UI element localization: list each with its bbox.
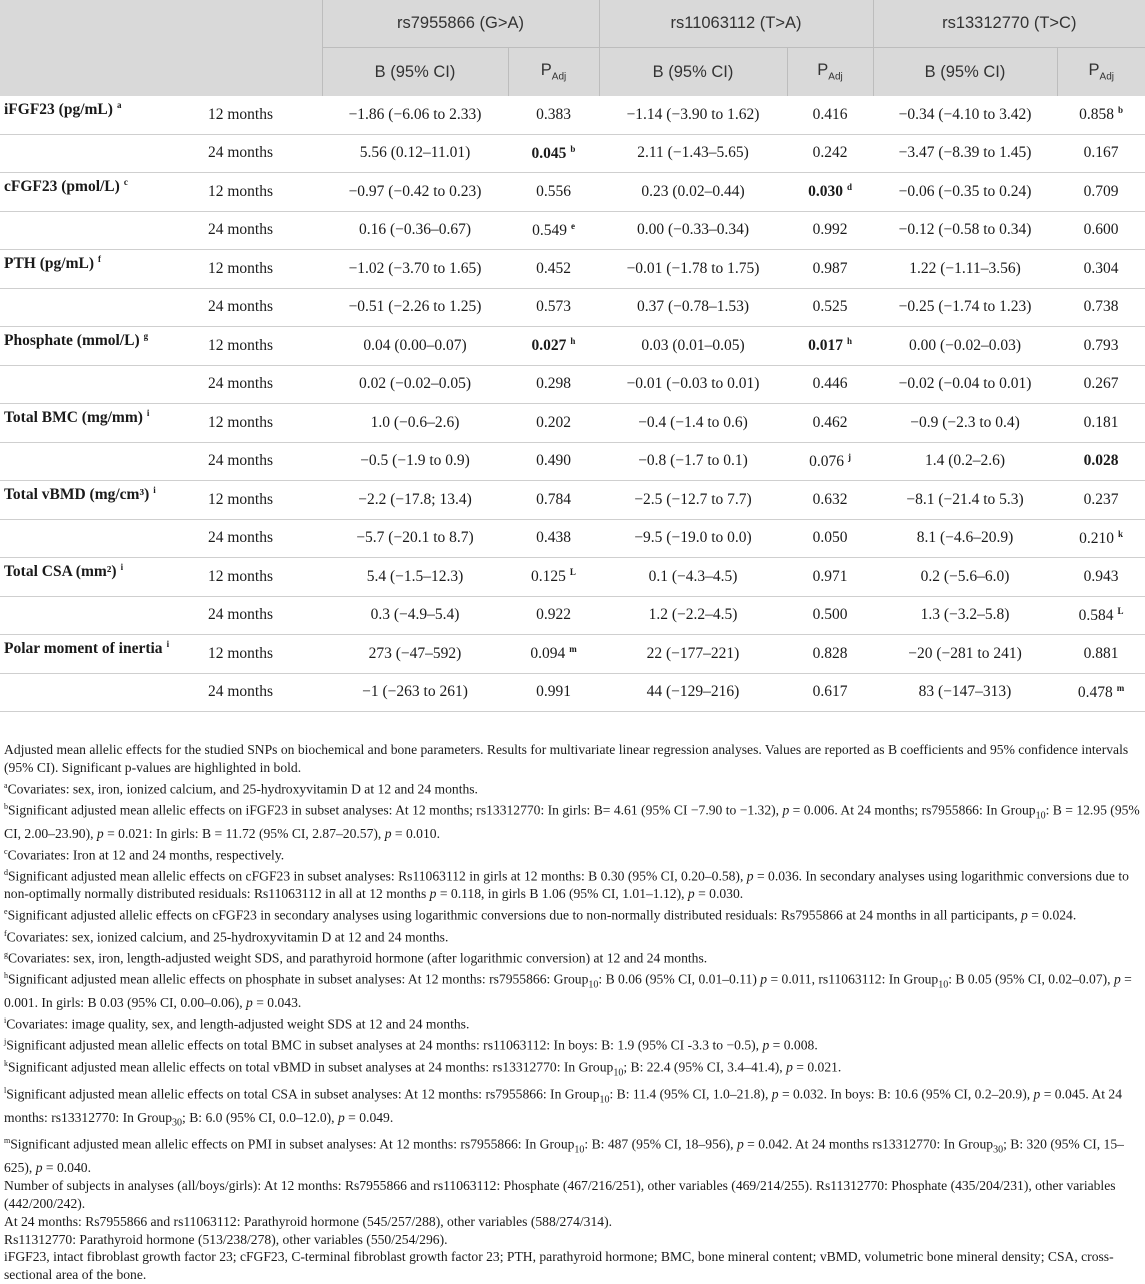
parameter-cell [0,514,204,553]
footnote-marker: b [1117,105,1123,116]
header-p-adj: $P_{Adj}$ [787,48,873,97]
timepoint-cell: 12 months [204,558,322,597]
p-adj-cell [508,404,599,443]
p-adj-cell [1057,635,1145,674]
b-ci-cell: −0.4 (−1.4 to 0.6) [599,404,787,443]
b-ci-cell: −1.02 (−3.70 to 1.65) [322,250,508,289]
footnote-marker: h [846,336,852,347]
p-adj-cell [508,596,599,635]
p-value: 0.438 [536,529,571,547]
parameter-cell [0,437,204,476]
header-snp-rs13312770: rs13312770 (T>C) [873,0,1145,48]
p-value: 0.793 [1083,336,1119,354]
footnote-marker: k [1117,528,1123,539]
p-adj-cell [508,365,599,404]
p-adj-cell [1057,211,1145,250]
footnote-marker: m [1116,682,1125,693]
p-adj-cell [787,635,873,674]
footnote-e: $^e$Significant adjusted allelic effects on cFGF23 in secondary analyses using logarithmic conversions due to non-normally distributed residuals: Rs7955866 at 24 months in all participants, p = 0.024. [4,907,1077,923]
b-ci-cell: −0.5 (−1.9 to 0.9) [322,442,508,481]
p-adj-cell [787,327,873,366]
b-ci-cell: −3.47 (−8.39 to 1.45) [873,134,1057,173]
header-p-adj: $P_{Adj}$ [508,48,599,97]
p-adj-cell [1057,327,1145,366]
p-value: 0.028 [1083,452,1119,470]
parameter-label: Total BMC (mg/mm) [4,409,143,427]
parameter-cell [0,245,204,284]
p-adj-cell [787,134,873,173]
b-ci-cell: 0.03 (0.01–0.05) [599,327,787,366]
p-value: 0.784 [536,490,571,508]
p-adj-cell [1057,365,1145,404]
b-ci-cell: 8.1 (−4.6–20.9) [873,519,1057,558]
p-value: 0.267 [1083,375,1119,393]
footnote-j: $^j$Significant adjusted mean allelic effects on total BMC in subset analyses at 24 months: rs11063112: In boys: B: 1.9 (95% CI -3.3 to −0.5), p = 0.008. [4,1037,818,1053]
footnote-marker: i [120,562,124,573]
p-value: 0.050 [812,529,848,547]
parameter-cell [0,630,204,669]
p-adj-cell [787,558,873,597]
p-adj-cell [787,404,873,443]
p-adj-cell [1057,673,1145,712]
p-value: 0.632 [812,490,848,508]
p-value: 0.298 [536,375,571,393]
b-ci-cell: 44 (−129–216) [599,673,787,712]
p-adj-cell [1057,250,1145,289]
b-ci-cell: 1.22 (−1.11–3.56) [873,250,1057,289]
b-ci-cell: 0.04 (0.00–0.07) [322,327,508,366]
p-value: 0.237 [1083,490,1119,508]
p-value: 0.242 [812,144,848,162]
b-ci-cell: 2.11 (−1.43–5.65) [599,134,787,173]
b-ci-cell: 273 (−47–592) [322,635,508,674]
footnote-marker: f [98,254,101,265]
p-adj-cell [1057,96,1145,134]
parameter-label: Polar moment of inertia [4,640,163,658]
header-snp-rs11063112: rs11063112 (T>A) [599,0,873,48]
p-adj-cell [508,211,599,250]
p-value: 0.943 [1083,567,1119,585]
footnote-marker: i [166,639,170,650]
footnote-l: $^l$Significant adjusted mean allelic effects on total CSA in subset analyses: At 12 months: rs7955866: In Group$_{10}$: B: 11.4 (95% CI, 1.0–21.8), p = 0.032. In boys: B: 10.6 (95% CI, 0.2–20.9), p = 0.045. At 24 months: rs13312770: In Group$_{30}$; B: 6.0 (95% CI, 0.0–12.0), p = 0.049. [4,1085,1123,1129]
b-ci-cell: 22 (−177–221) [599,635,787,674]
footnote-marker: g [143,331,149,342]
parameter-cell [0,476,204,515]
footnote-subjects-24m: At 24 months: Rs7955866 and rs11063112: Parathyroid hormone (545/257/288), other variables (588/274/314). [4,1213,612,1229]
b-ci-cell: −8.1 (−21.4 to 5.3) [873,481,1057,520]
timepoint-cell: 12 months [204,481,322,520]
p-adj-cell [508,442,599,481]
parameter-label: Total vBMD (mg/cm³) [4,486,150,504]
p-value: 0.304 [1083,259,1119,277]
footnote-marker: h [570,336,576,347]
footnote-marker: j [847,451,851,462]
parameter-cell [0,129,204,168]
b-ci-cell: −20 (−281 to 241) [873,635,1057,674]
footnote-intro: Adjusted mean allelic effects for the studied SNPs on biochemical and bone parameters. Results for multivariate linear regression analyses. Values are reported as B coefficients and 95% confidence intervals (95% CI). Significant p-values are highlighted in bold. [4,742,1129,775]
parameter-cell [0,553,204,592]
p-value: 0.030 [808,183,843,201]
timepoint-cell: 24 months [204,596,322,635]
header-row-snps [0,0,1145,48]
parameter-label: Total CSA (mm²) [4,563,117,581]
p-adj-cell [1057,558,1145,597]
timepoint-cell: 12 months [204,635,322,674]
p-value: 0.383 [536,105,571,123]
p-value: 0.167 [1083,144,1119,162]
timepoint-cell: 12 months [204,327,322,366]
b-ci-cell: 5.56 (0.12–11.01) [322,134,508,173]
p-adj-cell [508,635,599,674]
footnote-a: $^a$Covariates: sex, iron, ionized calcium, and 25-hydroxyvitamin D at 12 and 24 months. [4,780,478,797]
timepoint-cell: 12 months [204,96,322,134]
p-adj-cell [787,173,873,212]
p-value: 0.556 [536,182,571,200]
footnote-marker: i [153,485,156,496]
footnote-c: $^c$Covariates: Iron at 12 and 24 months, respectively. [4,846,285,863]
b-ci-cell: −0.25 (−1.74 to 1.23) [873,288,1057,327]
timepoint-cell: 24 months [204,134,322,173]
timepoint-cell: 12 months [204,404,322,443]
footnote-marker: L [1117,605,1124,616]
footnote-k: $^k$Significant adjusted mean allelic effects on total vBMD in subset analyses at 24 months: rs13312770: In Group$_{10}$; B: 22.4 (95% CI, 3.4–41.4), p = 0.021. [4,1058,842,1078]
p-adj-cell [1057,596,1145,635]
b-ci-cell: 0.37 (−0.78–1.53) [599,288,787,327]
p-value: 0.490 [536,452,571,470]
footnote-marker: d [846,182,852,193]
p-value: 0.709 [1083,182,1119,200]
p-value: 0.181 [1083,413,1119,431]
b-ci-cell: −0.9 (−2.3 to 0.4) [873,404,1057,443]
b-ci-cell: −9.5 (−19.0 to 0.0) [599,519,787,558]
parameter-label: cFGF23 (pmol/L) [4,178,120,196]
p-adj-cell [508,134,599,173]
header-row-columns [0,48,1145,97]
footnote-f: $^f$Covariates: sex, ionized calcium, and 25-hydroxyvitamin D at 12 and 24 months. [4,928,449,945]
header-b-ci: B (95% CI) [873,48,1057,97]
b-ci-cell: −0.12 (−0.58 to 0.34) [873,211,1057,250]
timepoint-cell: 12 months [204,250,322,289]
p-adj-cell [508,250,599,289]
b-ci-cell: −0.51 (−2.26 to 1.25) [322,288,508,327]
timepoint-cell: 24 months [204,519,322,558]
header-b-ci: B (95% CI) [322,48,508,97]
p-value: 0.027 [531,337,567,355]
table-body [0,96,1145,712]
p-adj-cell [1057,481,1145,520]
p-value: 0.210 [1079,529,1114,547]
p-adj-cell [787,596,873,635]
table-row [0,673,1145,712]
p-value: 0.971 [812,567,848,585]
p-adj-cell [787,96,873,134]
p-value: 0.202 [536,413,571,431]
p-value: 0.987 [812,259,848,277]
p-value: 0.125 [531,568,566,586]
footnote-m: $^m$Significant adjusted mean allelic effects on PMI in subset analyses: At 12 months: rs7955866: In Group$_{10}$: B: 487 (95% CI, 18–956), p = 0.042. At 24 months rs13312770: In Group$_{30}$; B: 320 (95% CI, 15–625), p = 0.040. [4,1136,1124,1176]
p-value: 0.881 [1083,644,1119,662]
footnote-marker: a [116,100,122,111]
p-adj-cell [508,96,599,134]
p-adj-cell [1057,173,1145,212]
b-ci-cell: 0.2 (−5.6–6.0) [873,558,1057,597]
b-ci-cell: −0.8 (−1.7 to 0.1) [599,442,787,481]
p-value: 0.991 [536,683,571,701]
p-value: 0.452 [536,259,571,277]
p-adj-cell [1057,442,1145,481]
b-ci-cell: −0.02 (−0.04 to 0.01) [873,365,1057,404]
parameter-label: iFGF23 (pg/mL) [4,101,113,119]
parameter-cell [0,283,204,322]
footnote-marker: c [123,177,128,188]
p-value: 0.738 [1083,298,1119,316]
b-ci-cell: 0.3 (−4.9–5.4) [322,596,508,635]
b-ci-cell: −0.97 (−0.42 to 0.23) [322,173,508,212]
b-ci-cell: 0.23 (0.02–0.44) [599,173,787,212]
p-adj-cell [508,558,599,597]
footnote-d: $^d$Significant adjusted mean allelic effects on cFGF23 in subset analyses: Rs11063112 in girls at 12 months: B 0.30 (95% CI, 0.20–0.58), p = 0.036. In secondary analyses using logarithmic conversions due to non-optimally normally distributed residuals: Rs11063112 in all at 12 months p = 0.118, in girls B 1.06 (95% CI, 1.01–1.12), p = 0.030. [4,868,1129,902]
timepoint-cell: 24 months [204,211,322,250]
b-ci-cell: 0.1 (−4.3–4.5) [599,558,787,597]
timepoint-cell: 12 months [204,173,322,212]
p-value: 0.500 [812,606,848,624]
table-footnotes [4,741,1140,1284]
parameter-cell [0,322,204,361]
parameter-cell [0,668,204,707]
parameter-cell [0,168,204,207]
parameter-cell [0,206,204,245]
p-value: 0.584 [1078,606,1114,624]
p-value: 0.600 [1083,221,1119,239]
parameter-cell [0,360,204,399]
b-ci-cell: 1.4 (0.2–2.6) [873,442,1057,481]
b-ci-cell: −0.01 (−1.78 to 1.75) [599,250,787,289]
header-blank-cell [0,0,322,48]
b-ci-cell: 0.16 (−0.36–0.67) [322,211,508,250]
p-value: 0.992 [812,221,848,239]
footnote-subjects-rs11312770: Rs11312770: Parathyroid hormone (513/238/278), other variables (550/254/296). [4,1231,448,1247]
footnote-marker: e [570,220,575,231]
b-ci-cell: −0.01 (−0.03 to 0.01) [599,365,787,404]
p-value: 0.922 [536,606,571,624]
p-adj-cell [508,327,599,366]
b-ci-cell: −0.34 (−4.10 to 3.42) [873,96,1057,134]
timepoint-cell: 24 months [204,673,322,712]
parameter-cell [0,399,204,438]
footnote-g: $^g$Covariates: sex, iron, length-adjusted weight SDS, and parathyroid hormone (after logarithmic conversion) at 12 and 24 months. [4,949,708,966]
p-adj-cell [1057,404,1145,443]
p-value: 0.478 [1077,683,1113,701]
timepoint-cell: 24 months [204,442,322,481]
p-value: 0.858 [1079,106,1114,124]
p-adj-cell [787,442,873,481]
b-ci-cell: 5.4 (−1.5–12.3) [322,558,508,597]
b-ci-cell: 1.3 (−3.2–5.8) [873,596,1057,635]
p-value: 0.017 [808,337,843,355]
p-value: 0.076 [809,452,844,470]
p-adj-cell [1057,134,1145,173]
parameter-cell [0,91,204,129]
p-value: 0.549 [532,221,567,239]
p-adj-cell [787,365,873,404]
b-ci-cell: −1.86 (−6.06 to 2.33) [322,96,508,134]
b-ci-cell: 0.02 (−0.02–0.05) [322,365,508,404]
footnote-h: $^h$Significant adjusted mean allelic effects on phosphate in subset analyses: At 12 months: rs7955866: Group$_{10}$: B 0.06 (95% CI, 0.01–0.11) p = 0.011, rs11063112: In Group$_{10}$: B 0.05 (95% CI, 0.02–0.07), p = 0.001. In girls: B 0.03 (95% CI, 0.00–0.06), p = 0.043. [4,971,1132,1011]
p-value: 0.045 [531,144,567,162]
header-blank-cell [0,48,322,97]
p-adj-cell [787,481,873,520]
p-adj-cell [787,519,873,558]
p-value: 0.525 [812,298,848,316]
b-ci-cell: −1.14 (−3.90 to 1.62) [599,96,787,134]
p-value: 0.573 [536,298,571,316]
timepoint-cell: 24 months [204,288,322,327]
footnote-b: $^b$Significant adjusted mean allelic effects on iFGF23 in subset analyses: At 12 months; rs13312770: In girls: B= 4.61 (95% CI −7.90 to −1.32), p = 0.006. At 24 months; rs7955866: In Group$_{10}$: B = 12.95 (95% CI, 2.00–23.90), p = 0.021: In girls: B = 11.72 (95% CI, 2.87–20.57), p = 0.010. [4,801,1140,841]
p-adj-cell [508,673,599,712]
p-adj-cell [508,173,599,212]
footnote-marker: b [570,143,576,154]
header-p-adj: $P_{Adj}$ [1057,48,1145,97]
header-b-ci: B (95% CI) [599,48,787,97]
p-adj-cell [508,519,599,558]
p-adj-cell [508,288,599,327]
footnote-abbreviations: iFGF23, intact fibroblast growth factor 23; cFGF23, C-terminal fibroblast growth factor 23; PTH, parathyroid hormone; BMC, bone mineral content; vBMD, volumetric bone mineral density; CSA, cross-sectional area of the bone. [4,1249,1114,1283]
footnote-marker: L [569,567,576,578]
parameter-cell [0,591,204,630]
b-ci-cell: −0.06 (−0.35 to 0.24) [873,173,1057,212]
p-adj-cell [787,288,873,327]
p-adj-cell [508,481,599,520]
p-value: 0.416 [812,105,848,123]
header-snp-rs7955866: rs7955866 (G>A) [322,0,599,48]
footnote-marker: i [146,408,150,419]
b-ci-cell: 1.2 (−2.2–4.5) [599,596,787,635]
parameter-label: Phosphate (mmol/L) [4,332,140,350]
p-adj-cell [1057,288,1145,327]
p-value: 0.462 [812,413,848,431]
p-adj-cell [787,211,873,250]
b-ci-cell: 1.0 (−0.6–2.6) [322,404,508,443]
p-adj-cell [787,250,873,289]
timepoint-cell: 24 months [204,365,322,404]
b-ci-cell: 0.00 (−0.02–0.03) [873,327,1057,366]
p-adj-cell [1057,519,1145,558]
b-ci-cell: −2.5 (−12.7 to 7.7) [599,481,787,520]
b-ci-cell: −1 (−263 to 261) [322,673,508,712]
footnote-marker: m [569,644,577,655]
p-value: 0.617 [812,683,848,701]
p-value: 0.828 [812,644,848,662]
footnote-i: $^i$Covariates: image quality, sex, and length-adjusted weight SDS at 12 and 24 months. [4,1016,470,1032]
p-adj-cell [787,673,873,712]
p-value: 0.446 [812,375,848,393]
b-ci-cell: −5.7 (−20.1 to 8.7) [322,519,508,558]
p-value: 0.094 [530,645,566,663]
b-ci-cell: −2.2 (−17.8; 13.4) [322,481,508,520]
b-ci-cell: 83 (−147–313) [873,673,1057,712]
footnote-subjects-12m: Number of subjects in analyses (all/boys/girls): At 12 months: Rs7955866 and rs11063112: Phosphate (467/216/251), other variables (469/214/255). Rs11312770: Phosphate (435/204/231), other variables (442/200/242). [4,1178,1116,1211]
parameter-label: PTH (pg/mL) [4,255,94,273]
b-ci-cell: 0.00 (−0.33–0.34) [599,211,787,250]
